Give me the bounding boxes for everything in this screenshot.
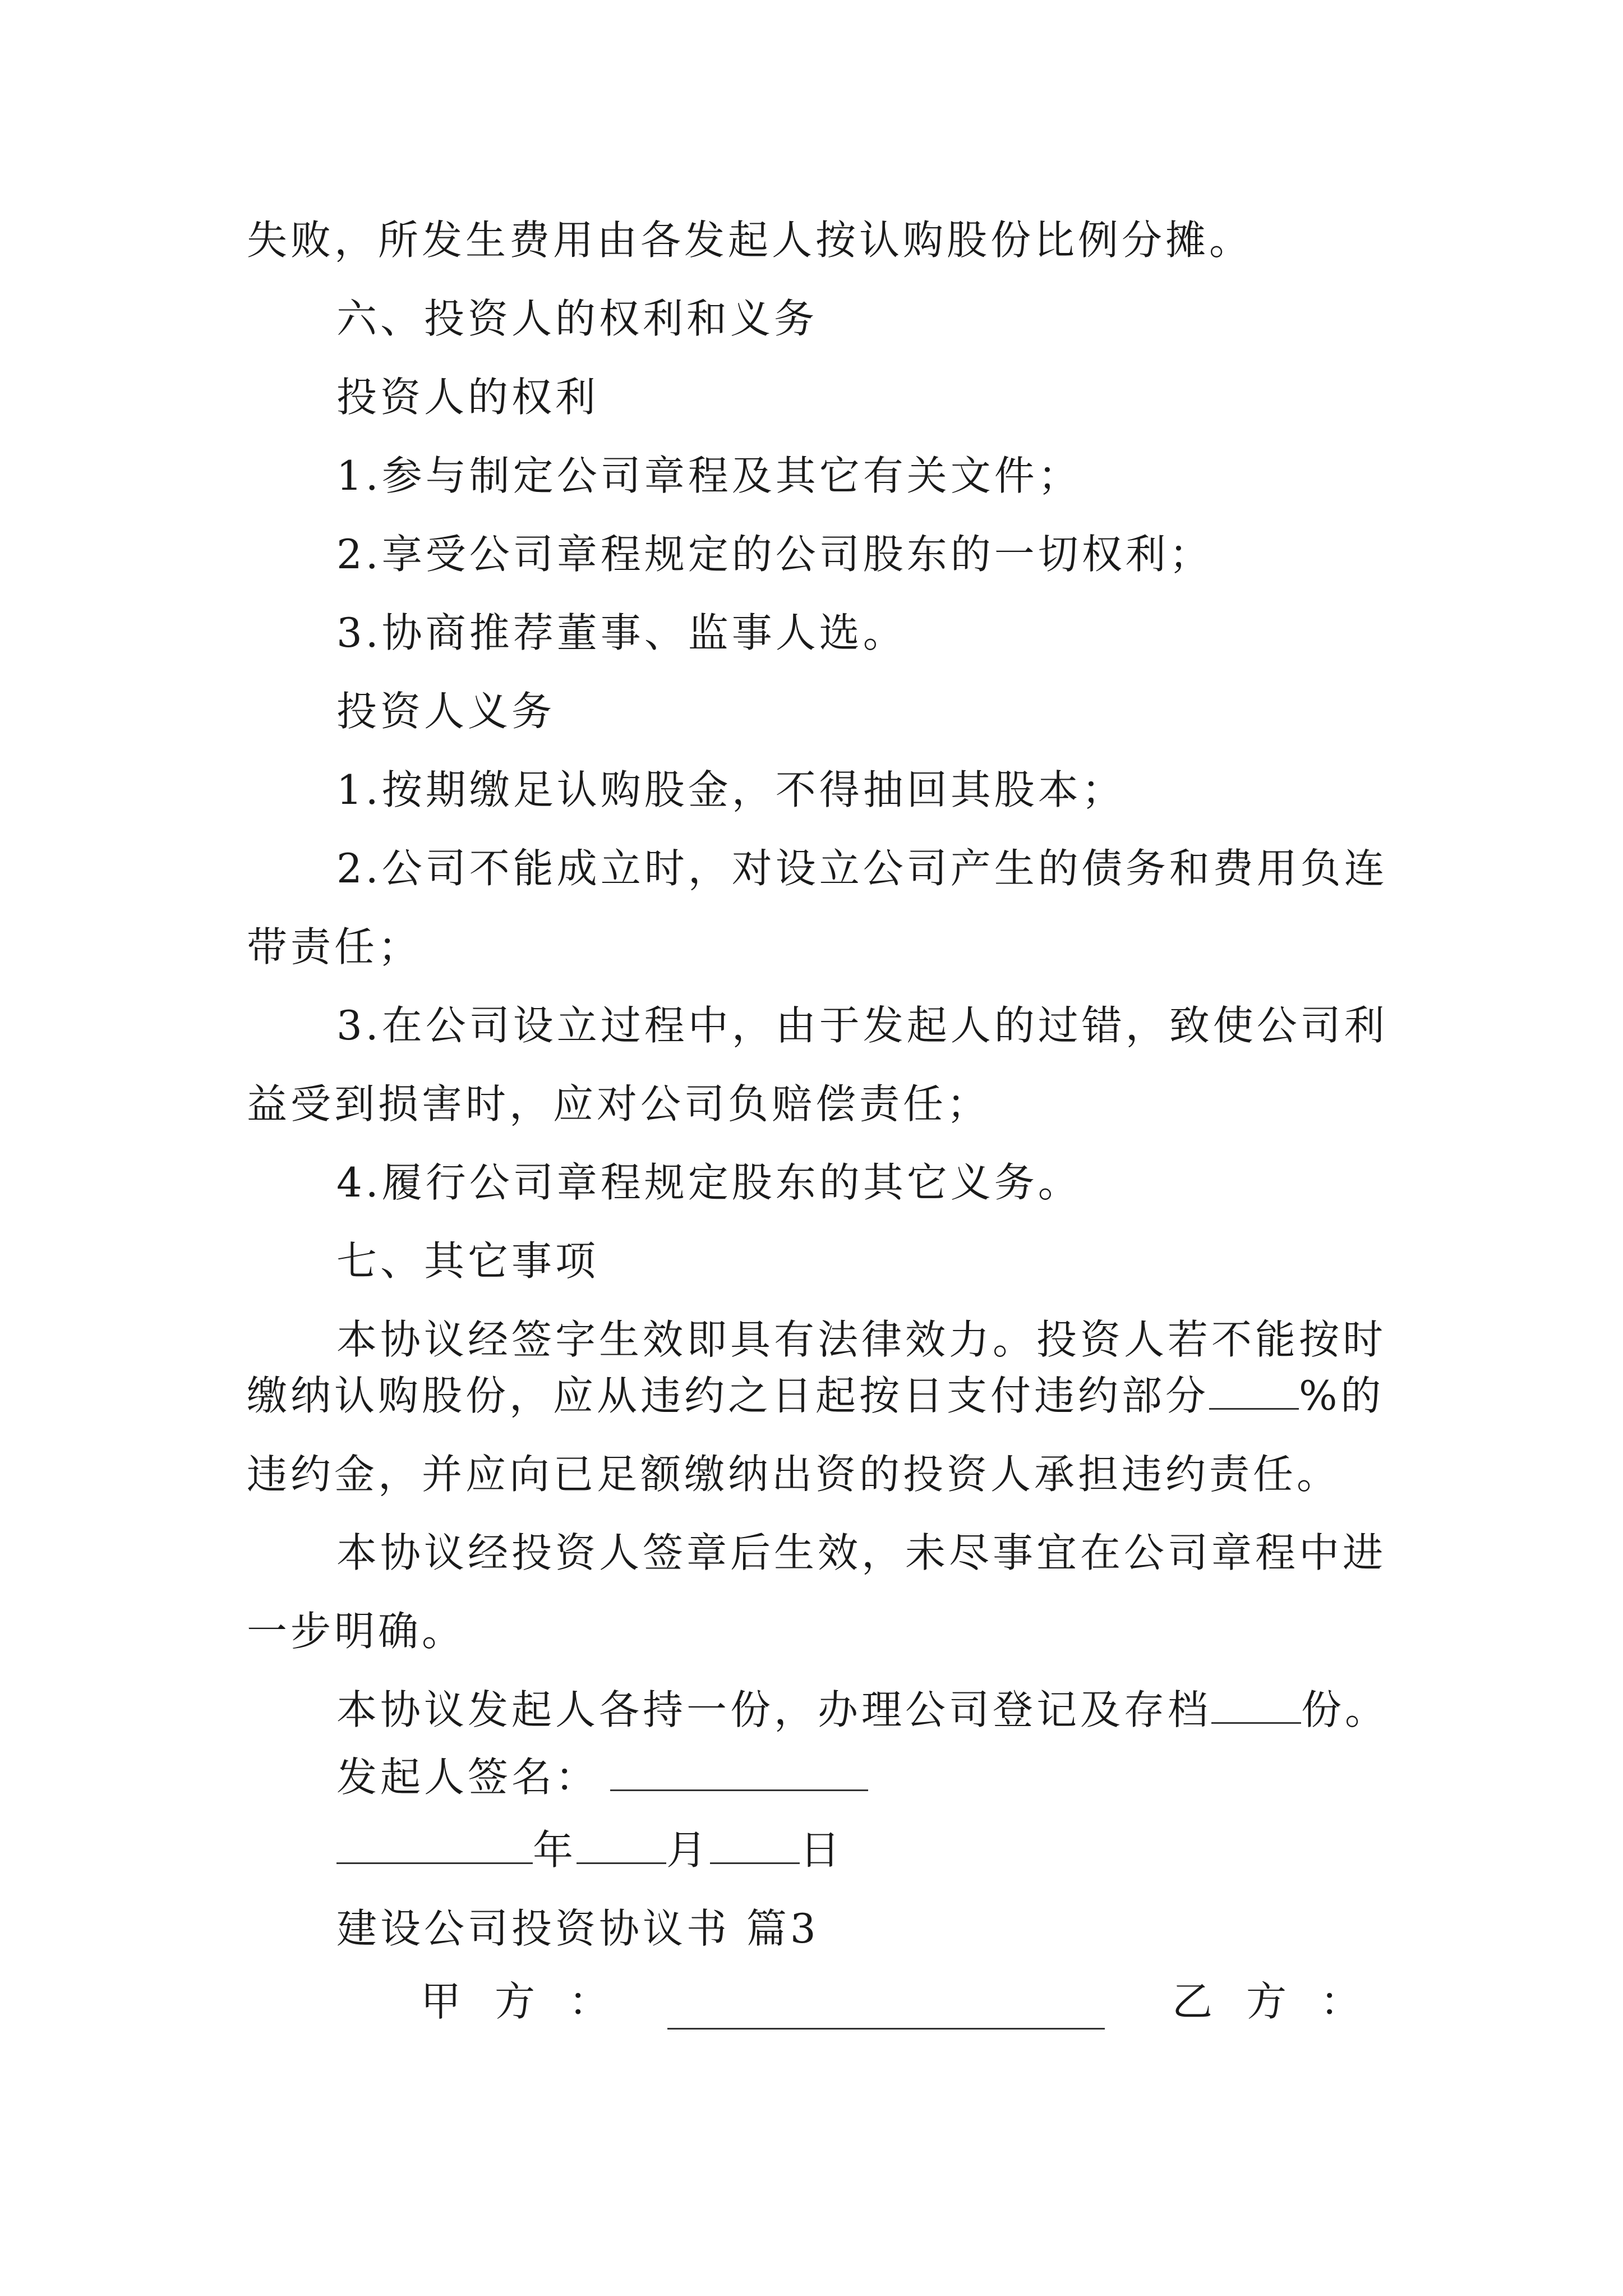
list-item: 2.享受公司章程规定的公司股东的一切权利； [336,531,1213,578]
paragraph-line: 一步明确。 [247,1608,466,1655]
copies-line [336,1683,1389,1737]
list-item-continuation: 益受到损害时，应对公司负赔偿责任； [247,1080,991,1128]
month-label: 月 [666,1826,711,1874]
section-heading: 七、其它事项 [336,1237,600,1285]
paragraph-line: 失败，所发生费用由各发起人按认购股份比例分摊。 [247,217,1253,264]
penalty-line [247,1369,1384,1423]
party-a-blank [667,1989,1105,2030]
party-b-label: 乙方： [1172,1978,1395,2025]
signature-line [336,1750,868,1804]
year-label: 年 [533,1826,577,1874]
penalty-text-after: %的 [1299,1372,1385,1419]
paragraph-line: 违约金，并应向已足额缴纳出资的投资人承担违约责任。 [247,1451,1341,1498]
day-blank [710,1823,800,1864]
list-item: 2.公司不能成立时，对设立公司产生的债务和费用负连 [336,845,1388,892]
paragraph-line: 本协议经投资人签章后生效，未尽事宜在公司章程中进 [336,1529,1387,1576]
signature-blank [610,1750,868,1791]
subsection-heading: 投资人义务 [336,688,556,735]
penalty-text-before: 缴纳认购股份，应从违约之日起按日支付违约部分 [247,1372,1210,1419]
article-title: 建设公司投资协议书 篇3 [336,1905,819,1952]
date-line [336,1823,843,1877]
copies-text-after: 份。 [1301,1686,1389,1733]
signature-label: 发起人签名： [336,1754,600,1801]
year-blank [336,1823,533,1864]
party-a-label: 甲方： [421,1978,643,2025]
section-heading: 六、投资人的权利和义务 [336,295,818,342]
copies-text-before: 本协议发起人各持一份，办理公司登记及存档 [336,1686,1212,1733]
day-label: 日 [800,1826,844,1874]
month-blank [577,1823,666,1864]
list-item: 3.协商推荐董事、监事人选。 [336,609,907,656]
list-item: 4.履行公司章程规定股东的其它义务。 [336,1159,1082,1206]
paragraph-line: 本协议经签字生效即具有法律效力。投资人若不能按时 [336,1316,1387,1363]
list-item: 1.参与制定公司章程及其它有关文件； [336,452,1082,499]
subsection-heading: 投资人的权利 [336,374,600,421]
list-item: 3.在公司设立过程中，由于发起人的过错，致使公司利 [336,1002,1388,1049]
list-item: 1.按期缴足认购股金，不得抽回其股本； [336,766,1126,813]
list-item-continuation: 带责任； [247,923,422,970]
penalty-rate-blank [1209,1369,1299,1410]
copies-count-blank [1211,1683,1301,1724]
